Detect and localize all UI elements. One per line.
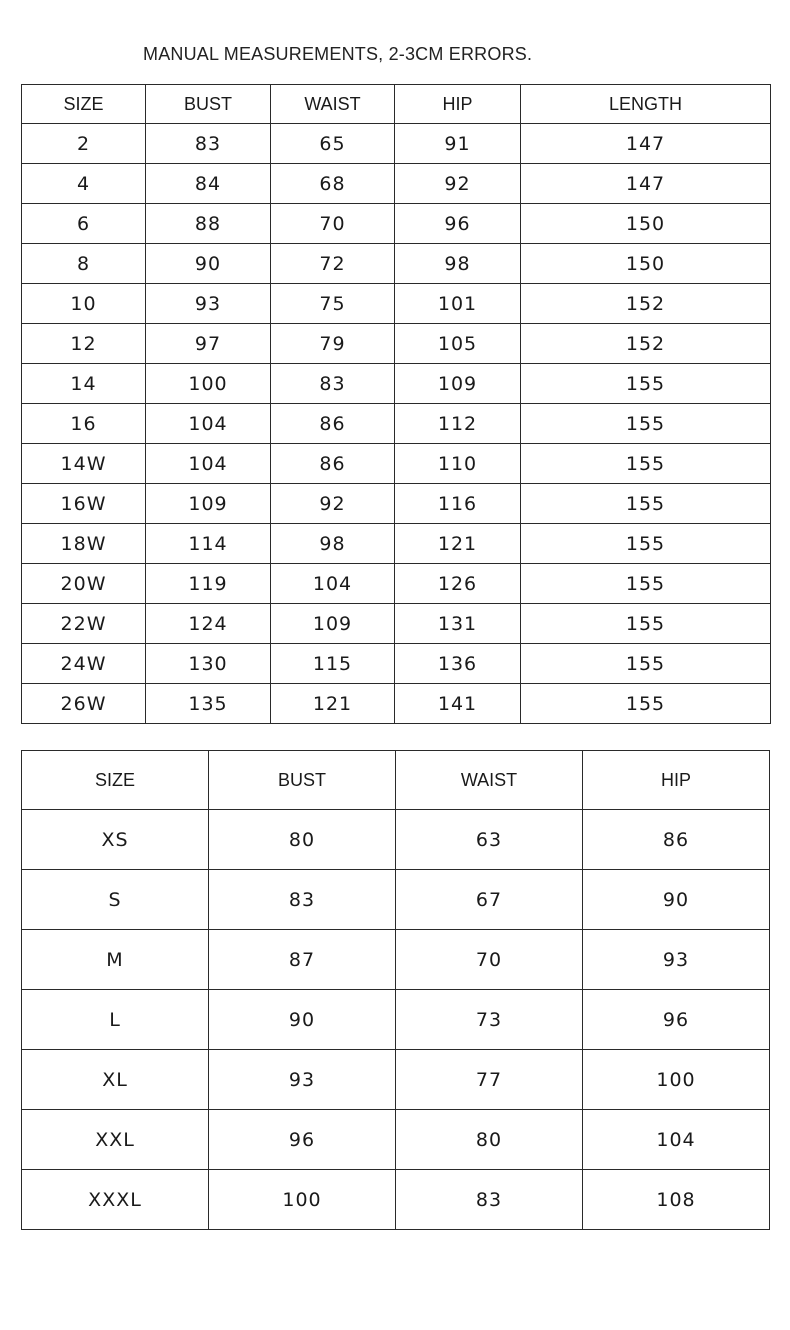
cell-size: 16 xyxy=(22,404,146,444)
table-row xyxy=(22,1170,770,1230)
cell-waist: 67 xyxy=(396,870,583,930)
cell-length: 155 xyxy=(521,564,771,604)
cell-waist: 63 xyxy=(396,810,583,870)
cell-size: 18W xyxy=(22,524,146,564)
table-row xyxy=(22,204,771,244)
cell-hip: 110 xyxy=(395,444,521,484)
table-row xyxy=(22,404,771,444)
cell-bust: 119 xyxy=(146,564,271,604)
cell-waist: 72 xyxy=(271,244,395,284)
column-header-bust: BUST xyxy=(146,85,271,124)
cell-hip: 136 xyxy=(395,644,521,684)
cell-bust: 87 xyxy=(209,930,396,990)
column-header-bust: BUST xyxy=(209,751,396,810)
cell-waist: 79 xyxy=(271,324,395,364)
cell-length: 147 xyxy=(521,124,771,164)
table-row xyxy=(22,484,771,524)
table-row xyxy=(22,564,771,604)
cell-bust: 104 xyxy=(146,444,271,484)
cell-bust: 135 xyxy=(146,684,271,724)
cell-hip: 131 xyxy=(395,604,521,644)
cell-size: 10 xyxy=(22,284,146,324)
cell-size: XL xyxy=(22,1050,209,1110)
cell-bust: 90 xyxy=(209,990,396,1050)
cell-size: 4 xyxy=(22,164,146,204)
cell-size: 2 xyxy=(22,124,146,164)
cell-size: 6 xyxy=(22,204,146,244)
column-header-size: SIZE xyxy=(22,85,146,124)
cell-bust: 100 xyxy=(146,364,271,404)
cell-size: M xyxy=(22,930,209,990)
cell-length: 155 xyxy=(521,604,771,644)
cell-hip: 86 xyxy=(583,810,770,870)
table-row xyxy=(22,124,771,164)
cell-size: XS xyxy=(22,810,209,870)
cell-waist: 70 xyxy=(396,930,583,990)
cell-waist: 83 xyxy=(271,364,395,404)
column-header-size: SIZE xyxy=(22,751,209,810)
table-row xyxy=(22,284,771,324)
cell-size: 14W xyxy=(22,444,146,484)
cell-bust: 80 xyxy=(209,810,396,870)
column-header-waist: WAIST xyxy=(271,85,395,124)
cell-waist: 115 xyxy=(271,644,395,684)
column-header-waist: WAIST xyxy=(396,751,583,810)
header-row xyxy=(22,751,770,810)
cell-length: 147 xyxy=(521,164,771,204)
cell-length: 155 xyxy=(521,484,771,524)
cell-hip: 98 xyxy=(395,244,521,284)
cell-bust: 88 xyxy=(146,204,271,244)
cell-hip: 90 xyxy=(583,870,770,930)
table-row xyxy=(22,524,771,564)
cell-size: 24W xyxy=(22,644,146,684)
cell-hip: 96 xyxy=(395,204,521,244)
cell-waist: 77 xyxy=(396,1050,583,1110)
cell-length: 155 xyxy=(521,644,771,684)
cell-bust: 100 xyxy=(209,1170,396,1230)
cell-length: 155 xyxy=(521,404,771,444)
cell-waist: 83 xyxy=(396,1170,583,1230)
table-row xyxy=(22,1110,770,1170)
cell-bust: 84 xyxy=(146,164,271,204)
cell-hip: 109 xyxy=(395,364,521,404)
cell-size: 16W xyxy=(22,484,146,524)
cell-bust: 90 xyxy=(146,244,271,284)
cell-waist: 65 xyxy=(271,124,395,164)
cell-length: 150 xyxy=(521,244,771,284)
cell-size: S xyxy=(22,870,209,930)
cell-length: 152 xyxy=(521,324,771,364)
cell-waist: 92 xyxy=(271,484,395,524)
cell-length: 155 xyxy=(521,684,771,724)
table-row xyxy=(22,364,771,404)
cell-size: 26W xyxy=(22,684,146,724)
cell-bust: 124 xyxy=(146,604,271,644)
cell-length: 150 xyxy=(521,204,771,244)
cell-size: 14 xyxy=(22,364,146,404)
cell-bust: 114 xyxy=(146,524,271,564)
cell-hip: 101 xyxy=(395,284,521,324)
table-body xyxy=(22,810,770,1230)
cell-hip: 96 xyxy=(583,990,770,1050)
cell-hip: 100 xyxy=(583,1050,770,1110)
table-row xyxy=(22,164,771,204)
table-row xyxy=(22,1050,770,1110)
cell-waist: 75 xyxy=(271,284,395,324)
cell-hip: 92 xyxy=(395,164,521,204)
cell-hip: 93 xyxy=(583,930,770,990)
cell-waist: 80 xyxy=(396,1110,583,1170)
cell-size: 20W xyxy=(22,564,146,604)
table-row xyxy=(22,604,771,644)
table-row xyxy=(22,684,771,724)
cell-size: XXXL xyxy=(22,1170,209,1230)
size-chart-letter xyxy=(21,750,770,1230)
cell-waist: 98 xyxy=(271,524,395,564)
cell-hip: 105 xyxy=(395,324,521,364)
cell-hip: 104 xyxy=(583,1110,770,1170)
cell-hip: 91 xyxy=(395,124,521,164)
cell-bust: 93 xyxy=(146,284,271,324)
cell-length: 155 xyxy=(521,524,771,564)
cell-length: 155 xyxy=(521,444,771,484)
cell-waist: 73 xyxy=(396,990,583,1050)
table-row xyxy=(22,930,770,990)
cell-waist: 121 xyxy=(271,684,395,724)
cell-size: L xyxy=(22,990,209,1050)
cell-hip: 121 xyxy=(395,524,521,564)
cell-bust: 97 xyxy=(146,324,271,364)
cell-hip: 126 xyxy=(395,564,521,604)
column-header-hip: HIP xyxy=(583,751,770,810)
cell-hip: 108 xyxy=(583,1170,770,1230)
table-row xyxy=(22,444,771,484)
cell-size: 12 xyxy=(22,324,146,364)
cell-bust: 104 xyxy=(146,404,271,444)
cell-waist: 68 xyxy=(271,164,395,204)
cell-length: 155 xyxy=(521,364,771,404)
cell-waist: 86 xyxy=(271,404,395,444)
table-row xyxy=(22,870,770,930)
cell-bust: 93 xyxy=(209,1050,396,1110)
cell-bust: 96 xyxy=(209,1110,396,1170)
cell-length: 152 xyxy=(521,284,771,324)
column-header-hip: HIP xyxy=(395,85,521,124)
cell-waist: 86 xyxy=(271,444,395,484)
cell-bust: 83 xyxy=(209,870,396,930)
table-body xyxy=(22,124,771,724)
cell-bust: 109 xyxy=(146,484,271,524)
measurement-note: MANUAL MEASUREMENTS, 2-3CM ERRORS. xyxy=(143,44,533,64)
cell-hip: 116 xyxy=(395,484,521,524)
table-row xyxy=(22,810,770,870)
cell-hip: 112 xyxy=(395,404,521,444)
table-row xyxy=(22,324,771,364)
cell-size: 8 xyxy=(22,244,146,284)
table-row xyxy=(22,644,771,684)
table-row xyxy=(22,244,771,284)
size-chart-numeric xyxy=(21,84,771,724)
table-row xyxy=(22,990,770,1050)
cell-bust: 83 xyxy=(146,124,271,164)
cell-waist: 70 xyxy=(271,204,395,244)
cell-size: 22W xyxy=(22,604,146,644)
cell-hip: 141 xyxy=(395,684,521,724)
cell-waist: 104 xyxy=(271,564,395,604)
cell-size: XXL xyxy=(22,1110,209,1170)
cell-waist: 109 xyxy=(271,604,395,644)
column-header-length: LENGTH xyxy=(521,85,771,124)
cell-bust: 130 xyxy=(146,644,271,684)
header-row xyxy=(22,85,771,124)
